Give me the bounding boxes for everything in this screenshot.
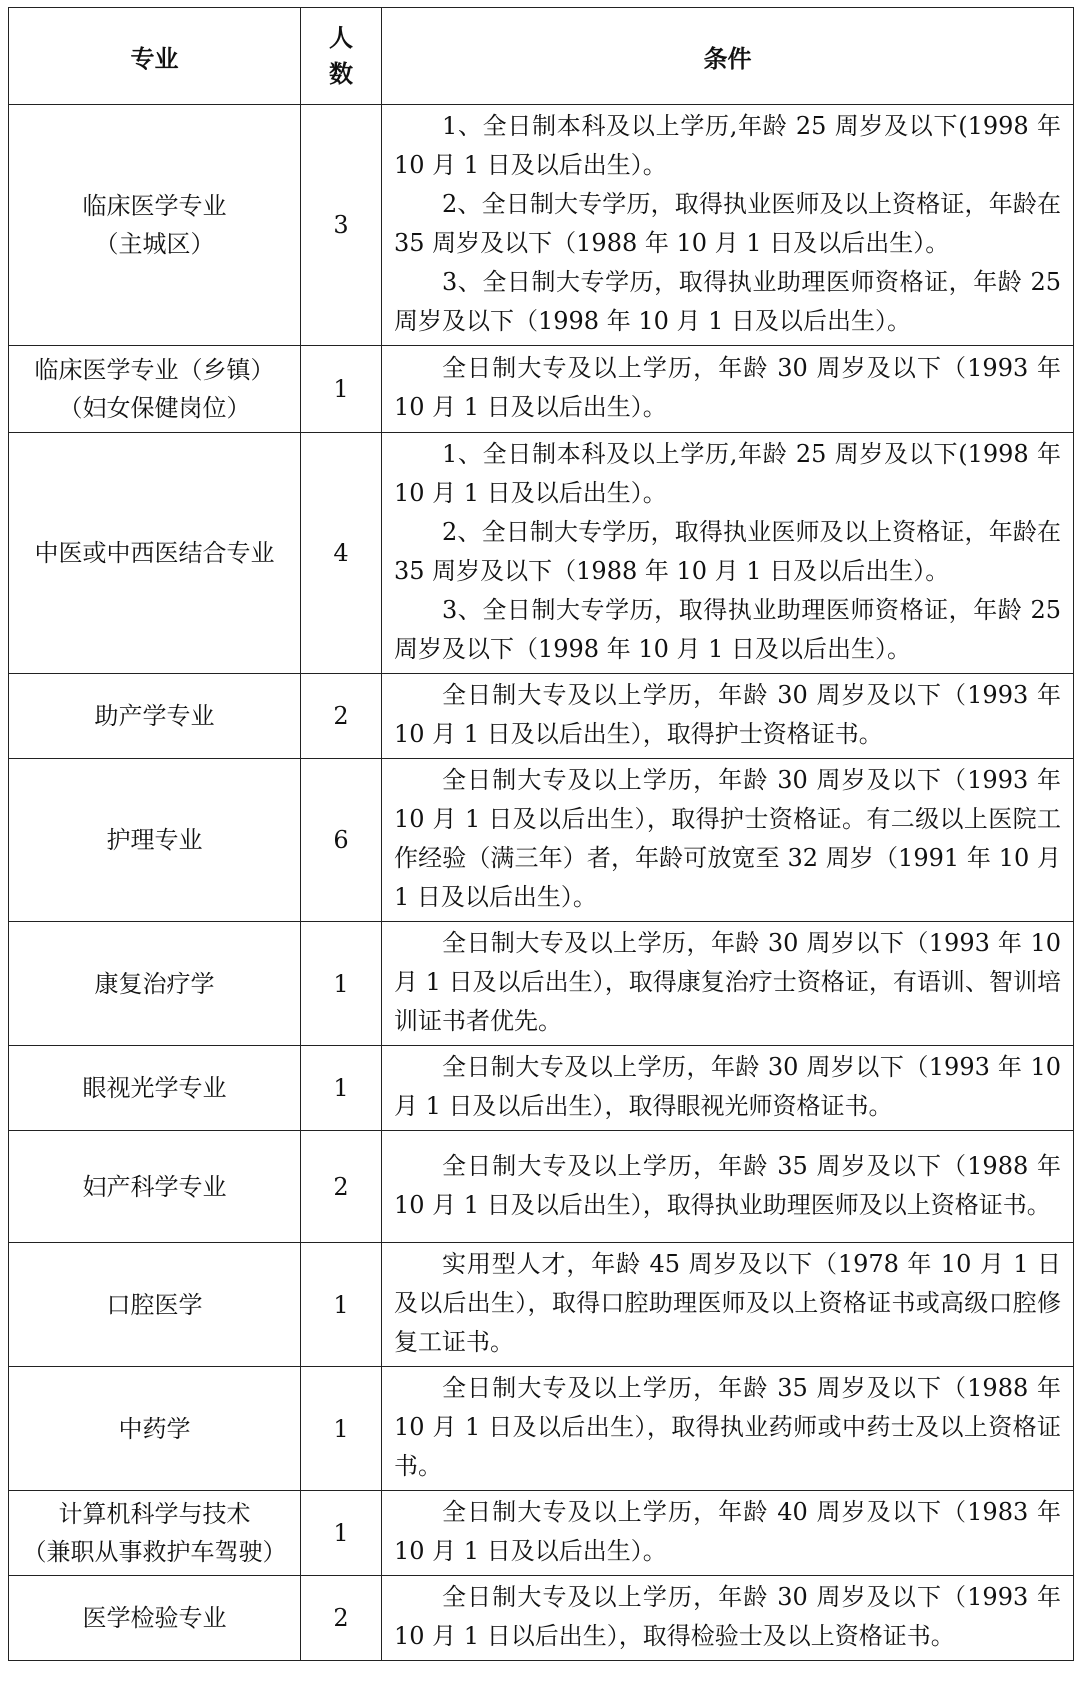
header-major: 专业	[9, 8, 301, 105]
condition-item: 全日制大专及以上学历，年龄 35 周岁及以下（1988 年 10 月 1 日及以后出生），取得执业药师或中药士及以上资格证书。	[394, 1374, 1061, 1480]
condition-item: 全日制大专及以上学历，年龄 30 周岁及以下（1993 年 10 月 1 日及以后出生），取得护士资格证。有二级以上医院工作经验（满三年）者，年龄可放宽至 32 周岁（1991 年 10 月 1 日及以后出生）。	[394, 766, 1061, 911]
major-line: 中医或中西医结合专业	[34, 539, 275, 567]
count-cell: 2	[301, 674, 382, 759]
condition-item: 全日制大专及以上学历，年龄 30 周岁及以下（1993 年 10 月 1 日以后出生），取得检验士及以上资格证书。	[394, 1583, 1061, 1650]
major-line: 助产学专业	[94, 702, 215, 730]
major-cell	[9, 105, 301, 346]
table-row	[9, 1046, 1074, 1131]
condition-item: 2、全日制大专学历，取得执业医师及以上资格证，年龄在 35 周岁及以下（1988 年 10 月 1 日及以后出生）。	[394, 518, 1061, 585]
count-cell: 2	[301, 1576, 382, 1661]
conditions-cell	[382, 922, 1074, 1046]
major-cell	[9, 759, 301, 922]
major-line: 医学检验专业	[82, 1604, 227, 1632]
major-cell	[9, 1367, 301, 1491]
condition-item: 2、全日制大专学历，取得执业医师及以上资格证，年龄在 35 周岁及以下（1988 年 10 月 1 日及以后出生）。	[394, 190, 1061, 257]
condition-item: 全日制大专及以上学历，年龄 35 周岁及以下（1988 年 10 月 1 日及以后出生），取得执业助理医师及以上资格证书。	[394, 1151, 1061, 1219]
conditions-cell	[382, 759, 1074, 922]
header-count	[301, 8, 382, 105]
conditions-cell	[382, 1046, 1074, 1131]
conditions-cell	[382, 1131, 1074, 1243]
count-cell: 6	[301, 759, 382, 922]
count-cell: 1	[301, 1367, 382, 1491]
count-cell: 1	[301, 346, 382, 433]
conditions-cell	[382, 1243, 1074, 1367]
conditions-cell	[382, 346, 1074, 433]
major-cell	[9, 1046, 301, 1131]
table-row	[9, 105, 1074, 346]
count-cell: 2	[301, 1131, 382, 1243]
major-line: 计算机科学与技术	[58, 1500, 251, 1528]
count-cell: 1	[301, 1243, 382, 1367]
condition-item: 全日制大专及以上学历，年龄 30 周岁以下（1993 年 10 月 1 日及以后出生），取得眼视光师资格证书。	[394, 1053, 1061, 1120]
major-cell	[9, 1131, 301, 1243]
condition-item: 3、全日制大专学历，取得执业助理医师资格证，年龄 25 周岁及以下（1998 年 10 月 1 日及以后出生）。	[394, 596, 1061, 663]
conditions-cell	[382, 1576, 1074, 1661]
conditions-cell	[382, 105, 1074, 346]
table-row	[9, 346, 1074, 433]
major-line: 康复治疗学	[94, 969, 215, 998]
header-conditions: 条件	[382, 8, 1074, 105]
major-cell	[9, 1576, 301, 1661]
condition-item: 全日制大专及以上学历，年龄 30 周岁及以下（1993 年 10 月 1 日及以后出生）。	[394, 354, 1061, 421]
major-cell	[9, 433, 301, 674]
major-cell	[9, 1491, 301, 1576]
major-line: 护理专业	[106, 826, 203, 854]
header-count-char: 人	[329, 24, 353, 52]
table-row	[9, 1131, 1074, 1243]
header-count-char: 数	[329, 60, 353, 88]
condition-item: 1、全日制本科及以上学历,年龄 25 周岁及以下(1998 年 10 月 1 日及以后出生）。	[394, 112, 1061, 179]
conditions-cell	[382, 674, 1074, 759]
count-cell: 3	[301, 105, 382, 346]
major-line: （主城区）	[94, 230, 215, 258]
table-row	[9, 1576, 1074, 1661]
table-row	[9, 1491, 1074, 1576]
major-cell	[9, 674, 301, 759]
condition-item: 全日制大专及以上学历，年龄 30 周岁及以下（1993 年 10 月 1 日及以后出生），取得护士资格证书。	[394, 681, 1061, 748]
table-row	[9, 674, 1074, 759]
major-line: 临床医学专业	[82, 192, 227, 220]
count-cell: 1	[301, 1491, 382, 1576]
major-line: （妇女保健岗位）	[58, 394, 251, 422]
condition-item: 实用型人才，年龄 45 周岁及以下（1978 年 10 月 1 日及以后出生），取得口腔助理医师及以上资格证书或高级口腔修复工证书。	[394, 1250, 1061, 1356]
count-cell: 4	[301, 433, 382, 674]
condition-item: 全日制大专及以上学历，年龄 30 周岁以下（1993 年 10 月 1 日及以后出生），取得康复治疗士资格证，有语训、智训培训证书者优先。	[394, 929, 1061, 1035]
major-line: 妇产科学专业	[82, 1172, 227, 1201]
major-line: 临床医学专业（乡镇）	[34, 356, 275, 384]
major-line: 眼视光学专业	[82, 1074, 227, 1102]
major-cell	[9, 922, 301, 1046]
header-row	[9, 8, 1074, 105]
major-line: 口腔医学	[106, 1290, 203, 1319]
condition-item: 3、全日制大专学历，取得执业助理医师资格证，年龄 25 周岁及以下（1998 年 10 月 1 日及以后出生）。	[394, 268, 1061, 335]
count-cell: 1	[301, 922, 382, 1046]
condition-item: 全日制大专及以上学历，年龄 40 周岁及以下（1983 年 10 月 1 日及以后出生）。	[394, 1498, 1061, 1565]
major-line: 中药学	[118, 1414, 191, 1443]
table-row	[9, 1243, 1074, 1367]
major-cell	[9, 1243, 301, 1367]
table-row	[9, 759, 1074, 922]
major-line: （兼职从事救护车驾驶）	[22, 1538, 287, 1566]
conditions-cell	[382, 1367, 1074, 1491]
count-cell: 1	[301, 1046, 382, 1131]
recruitment-table	[8, 7, 1074, 1661]
conditions-cell	[382, 433, 1074, 674]
conditions-cell	[382, 1491, 1074, 1576]
table-row	[9, 1367, 1074, 1491]
condition-item: 1、全日制本科及以上学历,年龄 25 周岁及以下(1998 年 10 月 1 日及以后出生）。	[394, 440, 1061, 507]
table-row	[9, 433, 1074, 674]
table-row	[9, 922, 1074, 1046]
major-cell	[9, 346, 301, 433]
